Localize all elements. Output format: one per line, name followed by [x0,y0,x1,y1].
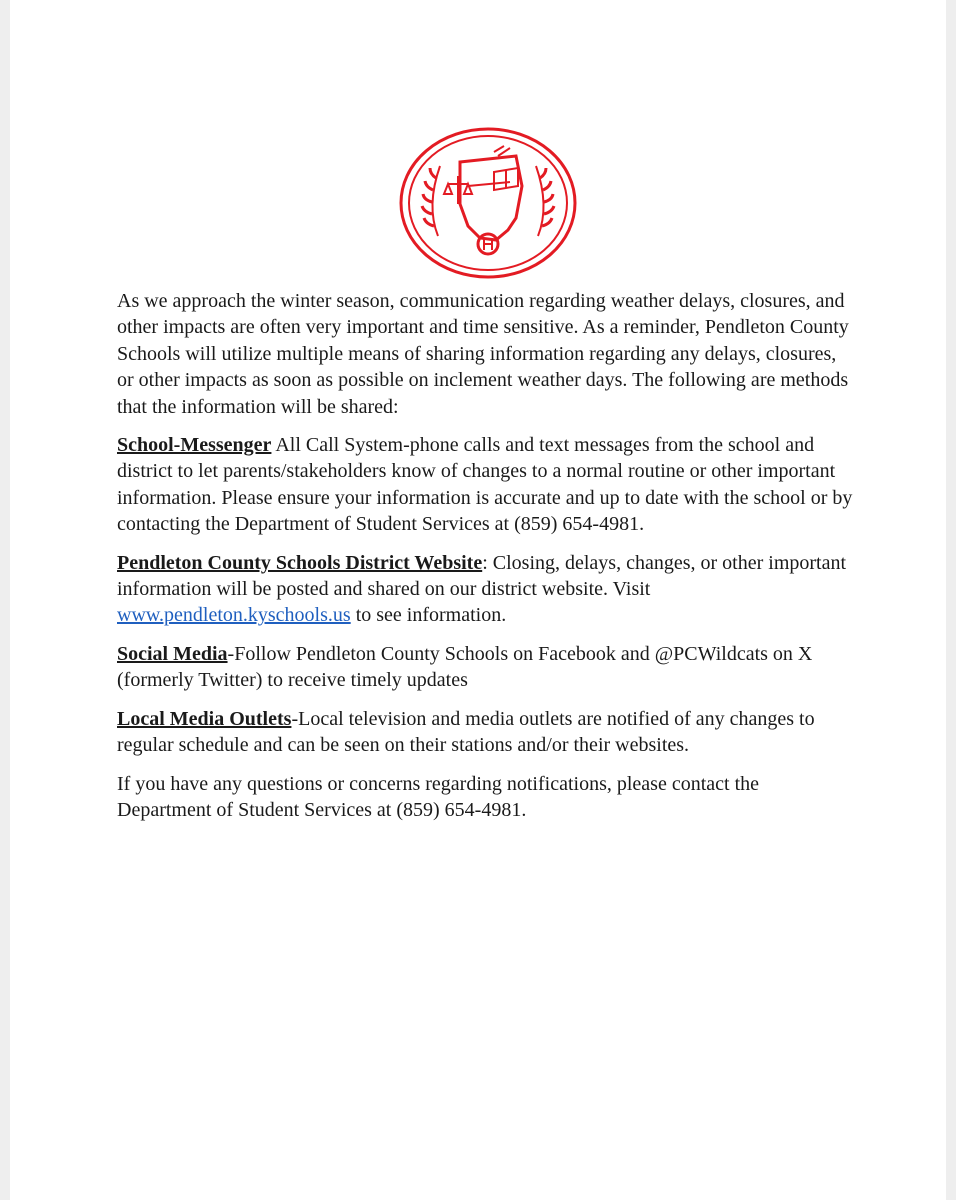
document-page [10,0,946,1200]
school-messenger-text: All Call System-phone calls and text messages from the school and district to let parents/stakeholders know of changes to a normal routine or other important information. Please ensure your information is accurate and up to date with the school or by contacting the Department of Student Services at (859) 654-4981. [117,434,853,536]
school-messenger-heading: School-Messenger [117,434,272,457]
local-media-heading: Local Media Outlets [117,707,292,730]
district-website-heading: Pendleton County Schools District Website [117,551,483,574]
method-local-media [117,706,853,759]
intro-paragraph: As we approach the winter season, communication regarding weather delays, closures, and other impacts are often very important and time sensitive. As a reminder, Pendleton County Schools will utilize multiple means of sharing information regarding any delays, closures, or other impacts as soon as possible on inclement weather days. The following are methods that the information will be shared: [117,290,849,418]
method-social-media [117,641,853,694]
social-media-text: -Follow Pendleton County Schools on Facebook and @PCWildcats on X (formerly Twitter) to receive timely updates [117,642,813,692]
closing-paragraph: If you have any questions or concerns regarding notifications, please contact the Department of Student Services at (859) 654-4981. [117,772,760,821]
district-website-text-end: to see information. [350,604,507,627]
method-school-messenger [117,432,853,538]
school-seal-logo [398,126,578,280]
announcement-body [117,288,853,835]
district-website-link[interactable]: www.pendleton.kyschools.us [117,604,351,627]
district-website-text: : Closing, delays, changes, or other important information will be posted and shared on our district website. Visit [117,551,847,601]
social-media-heading: Social Media [117,642,228,665]
local-media-text: -Local television and media outlets are notified of any changes to regular schedule and can be seen on their stations and/or their websites. [117,707,815,757]
method-district-website [117,550,853,629]
